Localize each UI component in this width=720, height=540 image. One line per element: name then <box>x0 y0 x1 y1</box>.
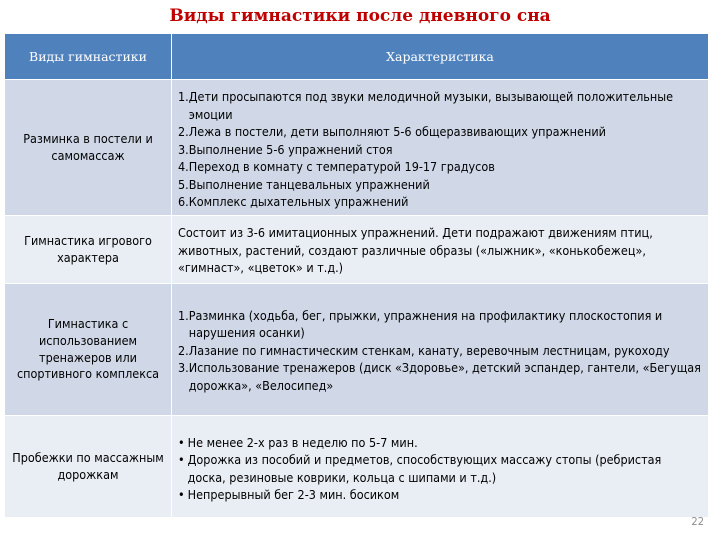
table-header-row <box>5 34 709 80</box>
table-row <box>5 80 709 216</box>
list-text: Лежа в постели, дети выполняют 5-6 общеразвивающих упражнений <box>188 124 606 140</box>
slide-title: Виды гимнастики после дневного сна <box>169 6 551 26</box>
description-list <box>178 307 702 395</box>
list-text: Переход в комнату с температурой 19-17 градусов <box>188 159 495 175</box>
list-item <box>178 486 702 504</box>
page-number: 22 <box>691 515 704 528</box>
list-marker: 1. <box>178 307 189 323</box>
list-marker: 1. <box>178 89 189 105</box>
row-description: Состоит из 3-6 имитационных упражнений. Дети подражают движениям птиц, животных, растений, создают различные образы («лыжник», «конькобежец», «гимнаст», «цветок» и т.д.) <box>172 216 709 284</box>
list-item <box>178 193 702 211</box>
list-text: Не менее 2-х раз в неделю по 5-7 мин. <box>187 434 418 450</box>
list-marker: • <box>178 434 185 450</box>
list-item <box>178 342 702 360</box>
list-item <box>178 359 702 394</box>
list-item <box>178 88 702 123</box>
list-text: Разминка (ходьба, бег, прыжки, упражнения на профилактику плоскостопия и нарушения осанки) <box>188 307 663 341</box>
list-text: Выполнение танцевальных упражнений <box>188 176 430 192</box>
row-description <box>172 416 709 518</box>
list-text: Выполнение 5-6 упражнений стоя <box>188 141 393 157</box>
row-description <box>172 284 709 416</box>
row-name: Гимнастика с использованием тренажеров или спортивного комплекса <box>5 284 172 416</box>
list-item <box>178 158 702 176</box>
list-item <box>178 141 702 159</box>
gymnastics-table <box>4 33 709 518</box>
row-name: Пробежки по массажным дорожкам <box>5 416 172 518</box>
description-list <box>178 434 702 504</box>
list-text: Использование тренажеров (диск «Здоровье», детский эспандер, гантели, «Бегущая дорожка», «Велосипед» <box>188 360 701 393</box>
list-marker: 6. <box>178 194 189 210</box>
table-row <box>5 216 709 284</box>
list-text: Непрерывный бег 2-3 мин. босиком <box>187 487 400 502</box>
table-row <box>5 284 709 416</box>
list-text: Дорожка из пособий и предметов, способствующих массажу стопы (ребристая доска, резиновые коврики, кольца с шипами и т.д.) <box>187 452 662 485</box>
list-text: Комплекс дыхательных упражнений <box>188 194 409 210</box>
list-marker: 3. <box>178 360 189 376</box>
list-text: Дети просыпаются под звуки мелодичной музыки, вызывающей положительные эмоции <box>188 89 674 122</box>
list-item <box>178 434 702 452</box>
table-row <box>5 416 709 518</box>
list-text: Лазание по гимнастическим стенкам, канату, веревочным лестницам, рукоходу <box>188 342 670 358</box>
list-marker: 2. <box>178 342 189 358</box>
list-marker: • <box>178 487 185 502</box>
list-item <box>178 123 702 141</box>
list-item <box>178 451 702 486</box>
header-types: Виды гимнастики <box>5 34 172 80</box>
header-characteristics: Характеристика <box>172 34 709 80</box>
description-list <box>178 88 702 211</box>
list-marker: 4. <box>178 159 189 175</box>
list-item <box>178 307 702 342</box>
list-marker: 5. <box>178 176 189 192</box>
list-marker: 2. <box>178 124 189 140</box>
list-marker: 3. <box>178 141 189 157</box>
list-marker: • <box>178 452 185 467</box>
row-name: Гимнастика игрового характера <box>5 216 172 284</box>
row-description <box>172 80 709 216</box>
row-name: Разминка в постели и самомассаж <box>5 80 172 216</box>
list-item <box>178 176 702 194</box>
